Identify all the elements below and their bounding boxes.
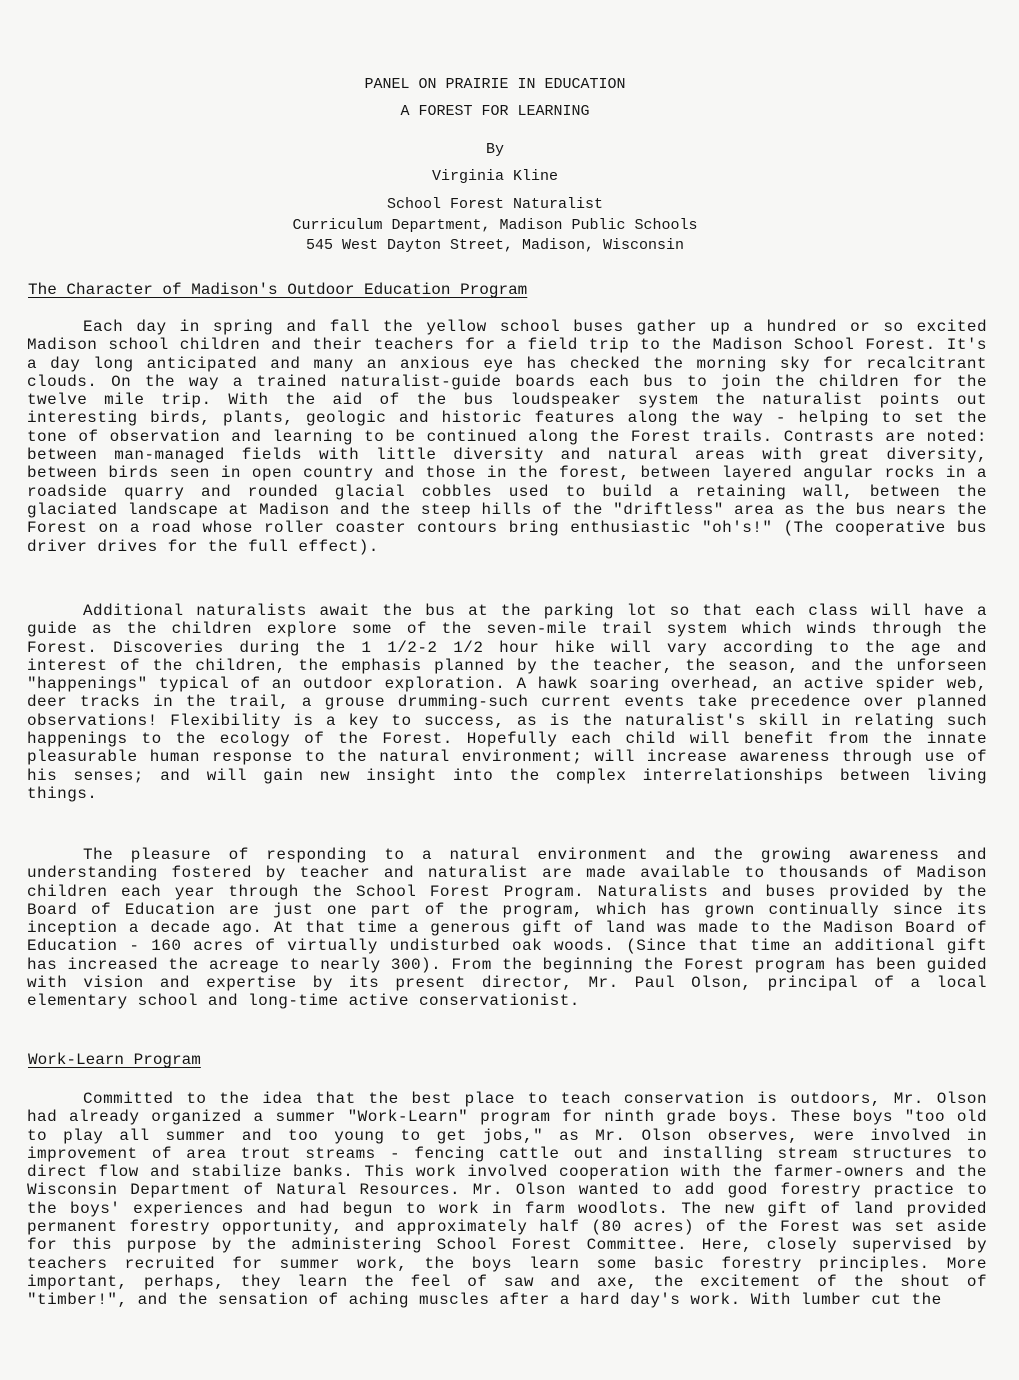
author-name: Virginia Kline: [431, 168, 559, 185]
paragraph: [27, 846, 987, 1011]
paragraph-text: The pleasure of responding to a natural environment and the growing awareness and understanding fostered by teacher and naturalist are made available to thousands of Madison children each year through the School Forest Program. Naturalists and buses provided by the Board of Education are just one part of the program, which has grown continually since its inception a decade ago. At that time a generous gift of land was made to the Madison Board of Education - 160 acres of virtually undisturbed oak woods. (Since that time an additional gift has increased the acreage to nearly 300). From the beginning the Forest program has been guided with vision and expertise by its present director, Mr. Paul Olson, principal of a local elementary school and long-time active conservationist.: [27, 846, 987, 1011]
author-role: School Forest Naturalist: [386, 196, 604, 213]
paragraph-text: Committed to the idea that the best place to teach conservation is outdoors, Mr. Olson had already organized a summer "Work-Learn" program for ninth grade boys. These boys "too old to play all summer and too young to get jobs," as Mr. Olson observes, were involved in improvement of area trout streams - fencing cattle out and installing stream structures to direct flow and stabilize banks. This work involved cooperation with the farmer-owners and the Wisconsin Department of Natural Resources. Mr. Olson wanted to add good forestry practice to the boys' experiences and had begun to work in farm woodlots. The new gift of land provided permanent forestry opportunity, and approximately half (80 acres) of the Forest was set aside for this purpose by the administering School Forest Committee. Here, closely supervised by teachers recruited for summer work, the boys learn some basic forestry principles. More important, perhaps, they learn the feel of saw and axe, the excitement of the shout of "timber!", and the sensation of aching muscles after a hard day's work. With lumber cut the: [27, 1090, 987, 1310]
panel-title: PANEL ON PRAIRIE IN EDUCATION: [364, 76, 626, 93]
paragraph: [27, 1090, 987, 1310]
author-department: Curriculum Department, Madison Public Schools: [292, 217, 698, 234]
author-address: 545 West Dayton Street, Madison, Wisconsin: [305, 237, 685, 254]
paragraph-text: Additional naturalists await the bus at the parking lot so that each class will have a guide as the children explore some of the seven-mile trail system which winds through the Forest. Discoveries during the 1 1/2-2 1/2 hour hike will vary according to the age and interest of the children, the emphasis planned by the teacher, the season, and the unforseen "happenings" typical of an outdoor exploration. A hawk soaring overhead, an active spider web, deer tracks in the trail, a grouse drumming-such current events take precedence over planned observations! Flexibility is a key to success, as is the naturalist's skill in relating such happenings to the ecology of the Forest. Hopefully each child will benefit from the innate pleasurable human response to the natural environment; will increase awareness through use of his senses; and will gain new insight into the complex interrelationships between living things.: [27, 602, 987, 803]
article-title: A FOREST FOR LEARNING: [400, 103, 590, 120]
paragraph: [27, 318, 987, 556]
byline-by: By: [485, 141, 504, 158]
section-heading: Work-Learn Program: [28, 1051, 201, 1069]
paragraph-text: Each day in spring and fall the yellow school buses gather up a hundred or so excited Madison school children and their teachers for a field trip to the Madison School Forest. It's a day long anticipated and many an anxious eye has checked the morning sky for recalcitrant clouds. On the way a trained naturalist-guide boards each bus to join the children for the twelve mile trip. With the aid of the bus loudspeaker system the naturalist points out interesting birds, plants, geologic and historic features along the way - helping to set the tone of observation and learning to be continued along the Forest trails. Contrasts are noted: between man-managed fields with little diversity and natural areas with great diversity, between birds seen in open country and those in the forest, between layered angular rocks in a roadside quarry and rounded glacial cobbles used to build a retaining wall, between the glaciated landscape at Madison and the steep hills of the "driftless" area as the bus nears the Forest on a road whose roller coaster contours bring enthusiastic "oh's!" (The cooperative bus driver drives for the full effect).: [27, 318, 987, 556]
section-heading: The Character of Madison's Outdoor Education Program: [28, 281, 528, 299]
paragraph: [27, 602, 987, 803]
